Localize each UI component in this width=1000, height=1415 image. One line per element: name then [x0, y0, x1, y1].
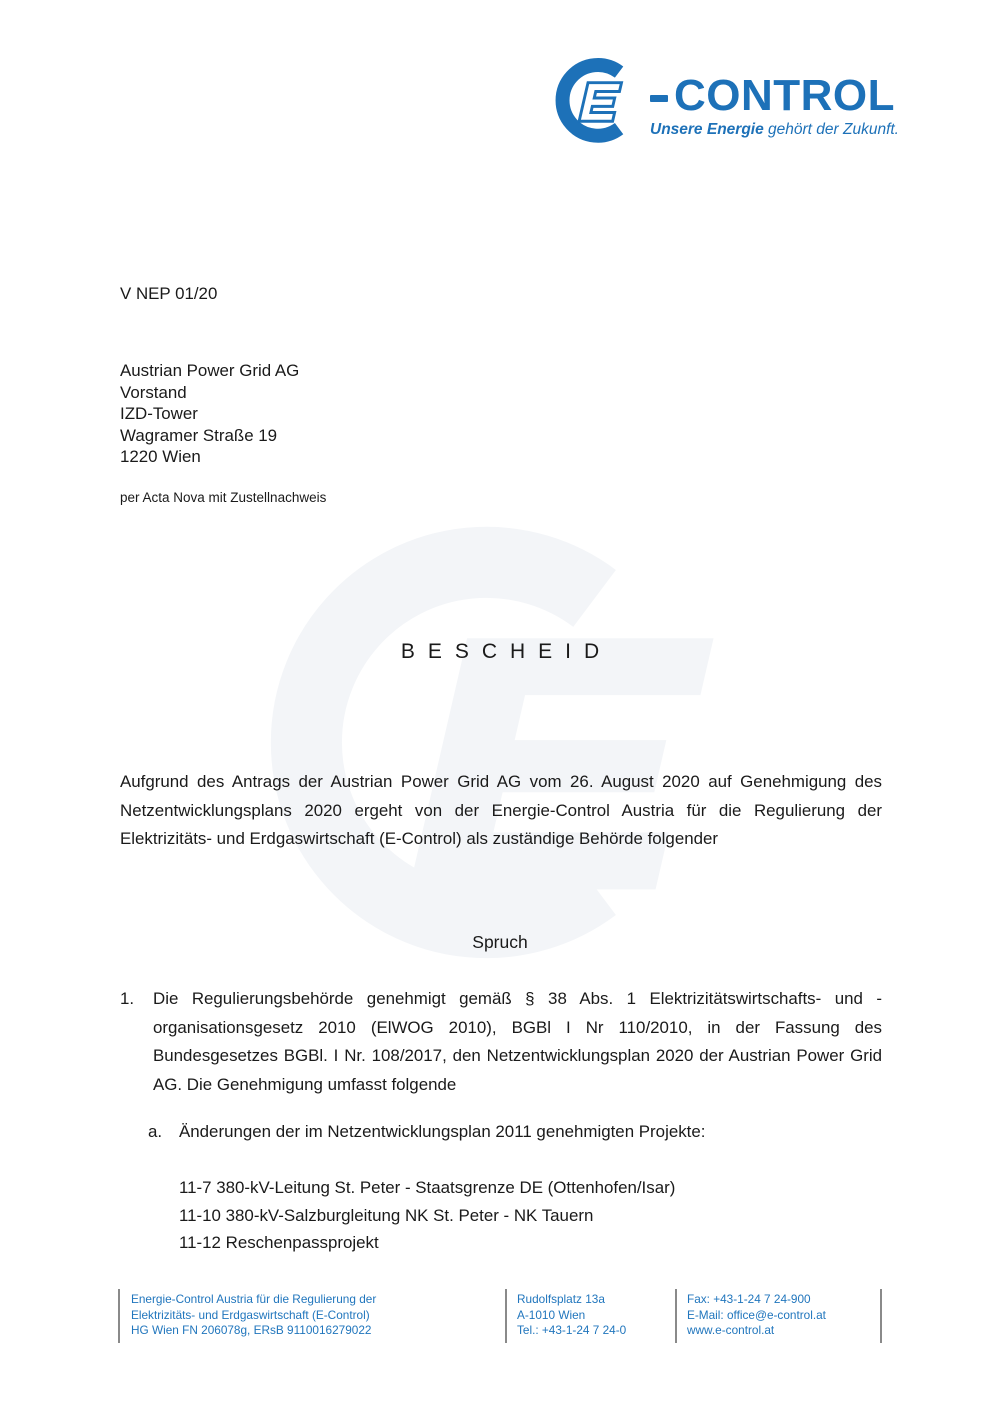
- e-control-logo-mark-icon: [555, 52, 648, 145]
- page-footer: [0, 1288, 1000, 1348]
- e-control-logo: [555, 52, 899, 147]
- footer-line: HG Wien FN 206078g, ERsB 9110016279022: [131, 1323, 372, 1338]
- footer-divider: [505, 1289, 507, 1343]
- subitem-a: [148, 1119, 882, 1145]
- logo-tagline-bold: Unsere Energie: [650, 121, 764, 138]
- logo-dash: [650, 95, 668, 102]
- item-text: Die Regulierungsbehörde genehmigt gemäß § 38 Abs. 1 Elektrizitätswirtschafts- und -organisationsgesetz 2010 (ElWOG 2010), BGBl I Nr 110/2010, in der Fassung des Bundesgesetzes BGBl. I Nr. 108/2017, den Netzentwicklungsplan 2020 der Austrian Power Grid AG. Die Genehmigung umfasst folgende: [153, 989, 882, 1094]
- reference-number: V NEP 01/20: [120, 284, 218, 303]
- intro-paragraph: Aufgrund des Antrags der Austrian Power Grid AG vom 26. August 2020 auf Genehmigung des Netzentwicklungsplans 2020 ergeht von der Energie-Control Austria für die Regulierung der Elektrizitäts- und Erdgaswirtschaft (E-Control) als zuständige Behörde folgender: [120, 772, 882, 848]
- section-heading-spruch: Spruch: [472, 932, 528, 952]
- subitem-letter: a.: [148, 1122, 163, 1141]
- recipient-line: IZD-Tower: [120, 404, 198, 423]
- logo-tagline: [650, 121, 899, 139]
- footer-column-contact: [687, 1292, 867, 1339]
- footer-divider: [675, 1289, 677, 1343]
- footer-divider: [118, 1289, 120, 1343]
- logo-text-block: [650, 71, 899, 139]
- recipient-line: Vorstand: [120, 382, 187, 402]
- project-line: 11-7 380-kV-Leitung St. Peter - Staatsgrenze DE (Ottenhofen/Isar): [179, 1178, 676, 1197]
- recipient-line: 1220 Wien: [120, 447, 201, 466]
- footer-line: Fax: +43-1-24 7 24-900: [687, 1292, 811, 1306]
- project-list: [179, 1174, 675, 1257]
- e-control-watermark-icon: [268, 496, 742, 970]
- footer-line: Energie-Control Austria für die Regulierung der: [131, 1292, 377, 1306]
- subitem-text: Änderungen der im Netzentwicklungsplan 2011 genehmigten Projekte:: [179, 1122, 706, 1141]
- footer-line: Rudolfsplatz 13a: [517, 1292, 605, 1306]
- logo-tagline-rest: gehört der Zukunft.: [763, 121, 899, 138]
- item-number: 1.: [120, 989, 135, 1008]
- project-line: 11-10 380-kV-Salzburgleitung NK St. Peter - NK Tauern: [179, 1205, 594, 1225]
- delivery-note: per Acta Nova mit Zustellnachweis: [120, 490, 327, 505]
- recipient-line: Austrian Power Grid AG: [120, 361, 300, 380]
- document-title: BESCHEID: [400, 640, 613, 663]
- recipient-line: Wagramer Straße 19: [120, 425, 278, 445]
- logo-brand-text: CONTROL: [674, 71, 896, 120]
- spruch-item-1: [120, 985, 882, 1099]
- footer-divider: [880, 1289, 882, 1343]
- footer-line: Elektrizitäts- und Erdgaswirtschaft (E-Control): [131, 1307, 370, 1322]
- footer-line: A-1010 Wien: [517, 1307, 586, 1322]
- footer-line: Tel.: +43-1-24 7 24-0: [517, 1323, 627, 1338]
- project-line: 11-12 Reschenpassprojekt: [179, 1233, 379, 1252]
- recipient-address-block: [120, 360, 299, 468]
- footer-line: E-Mail: office@e-control.at: [687, 1307, 826, 1322]
- footer-column-company: [131, 1292, 431, 1339]
- footer-line: www.e-control.at: [687, 1323, 775, 1338]
- footer-column-address: [517, 1292, 667, 1339]
